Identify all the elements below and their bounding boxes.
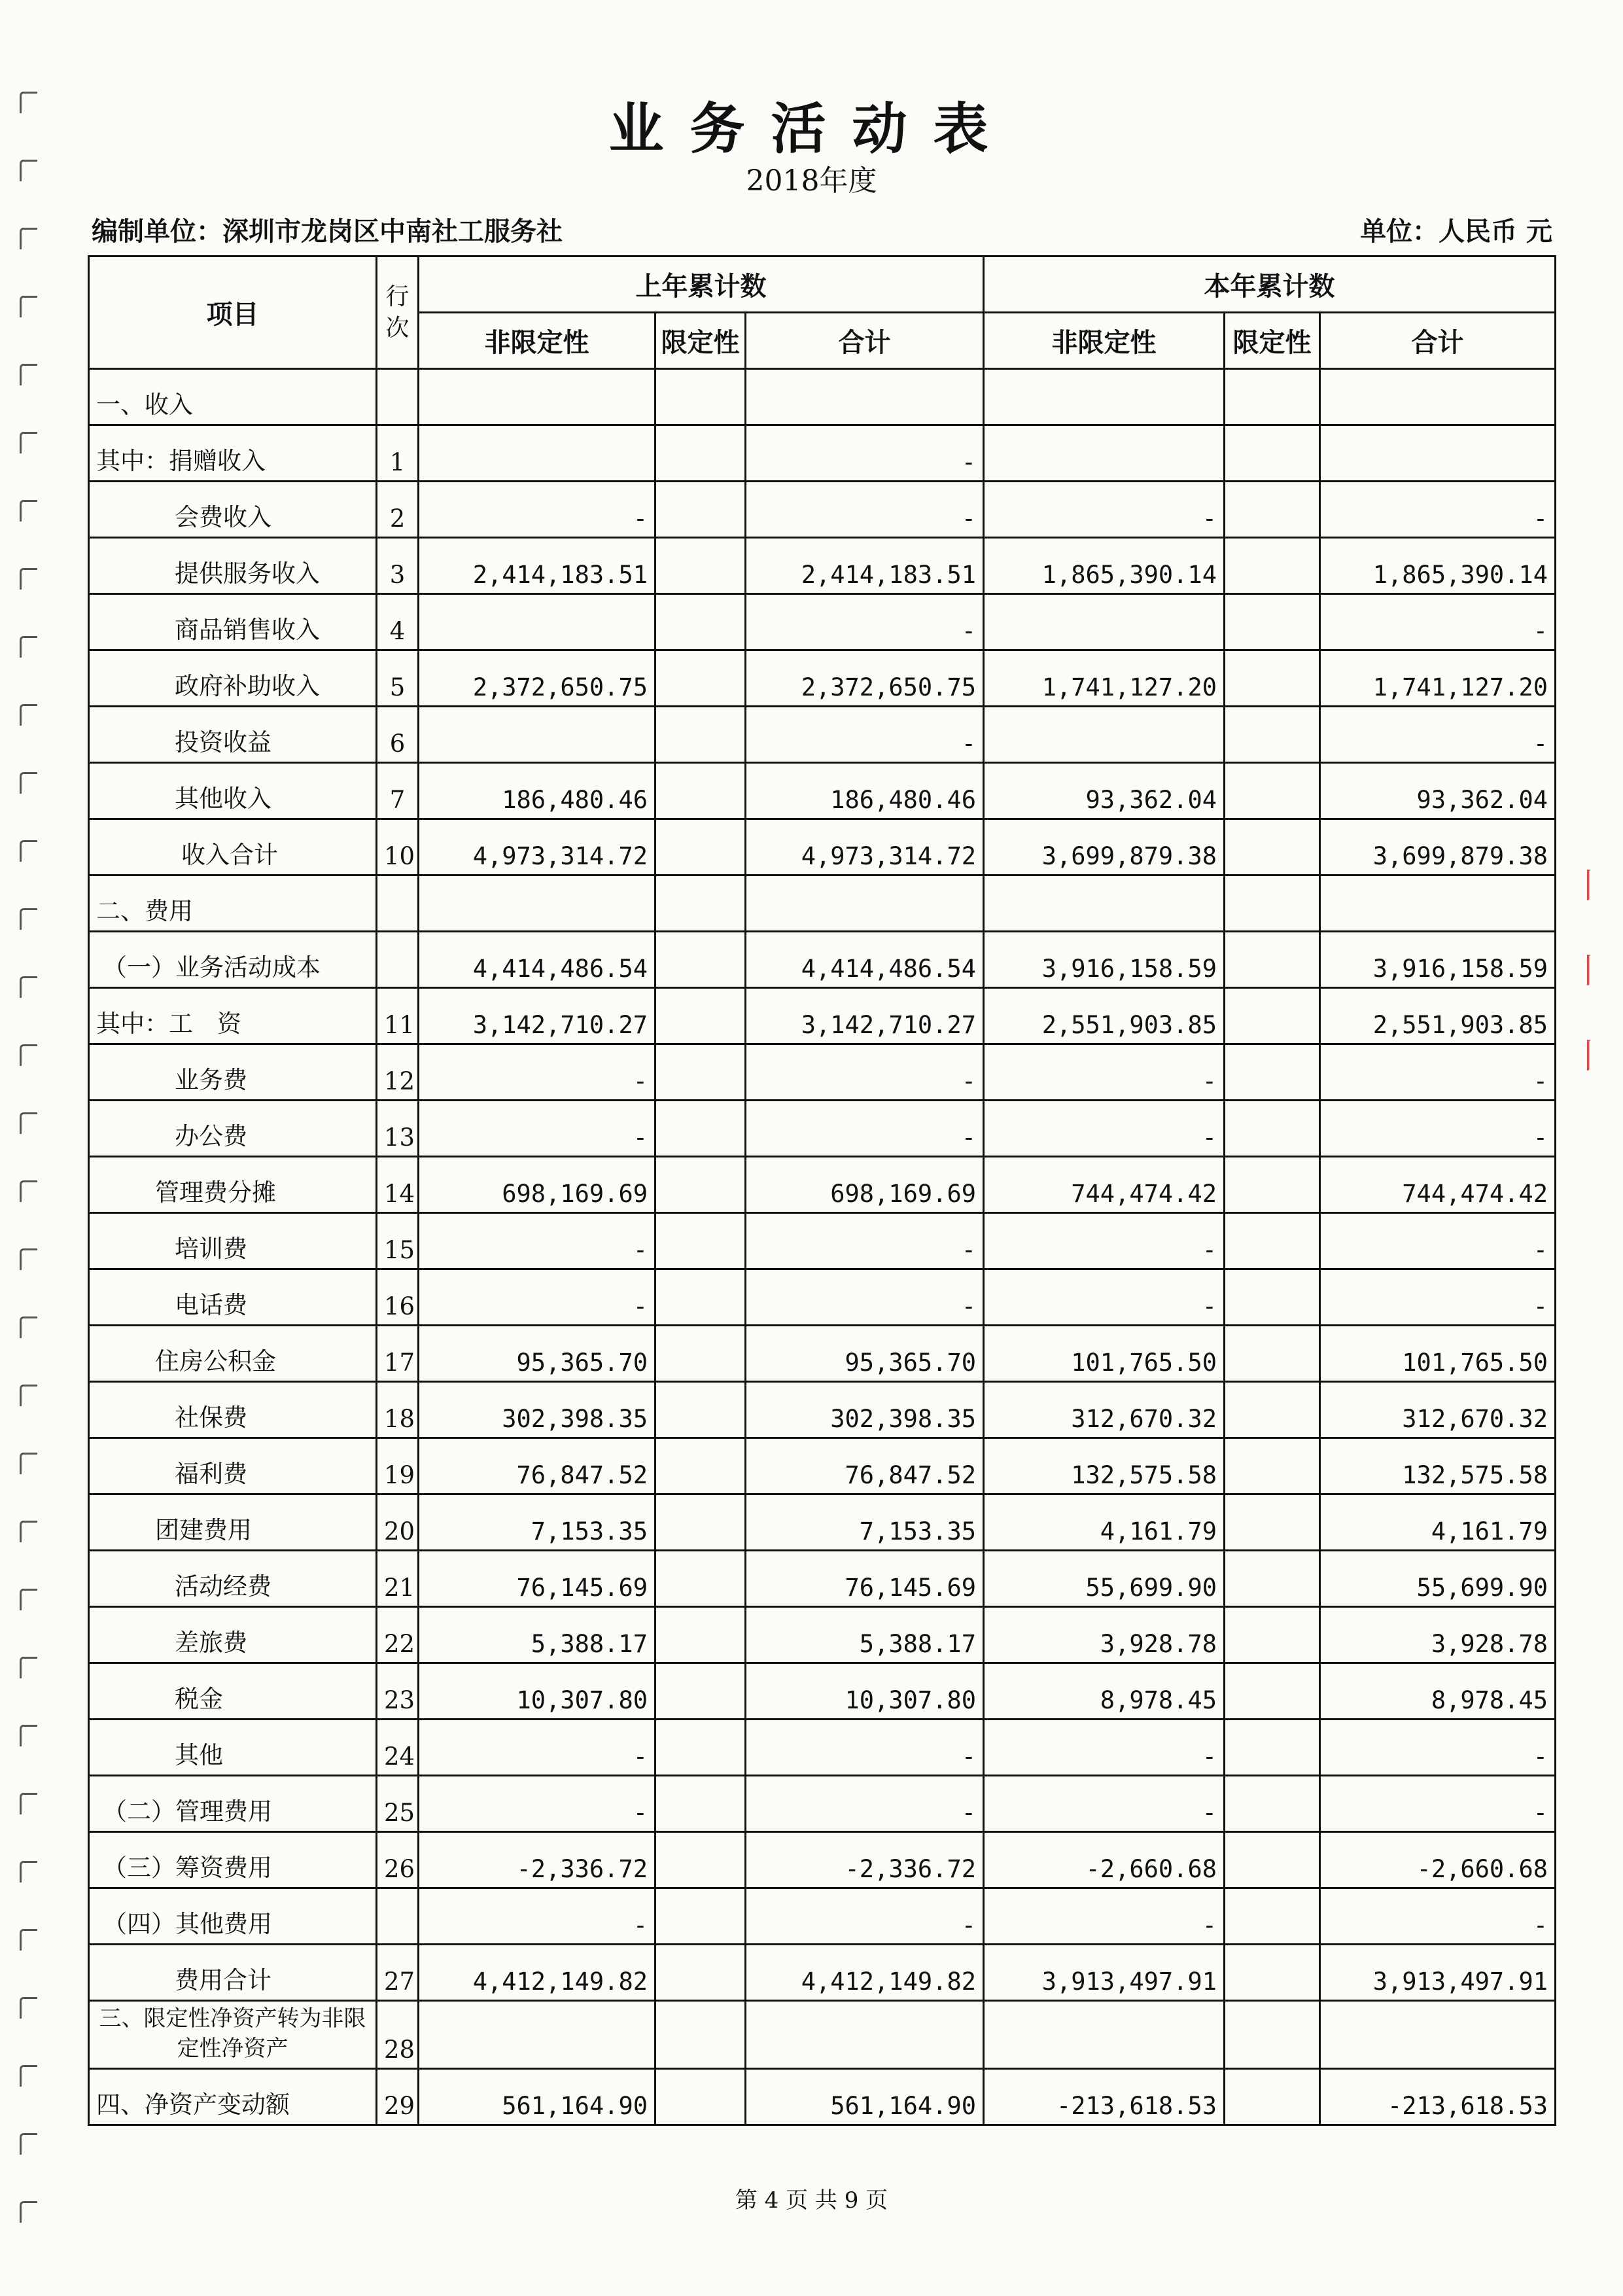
cell-pt: 7,153.35 <box>746 1494 984 1551</box>
row-line-number: 27 <box>377 1945 419 2001</box>
cell-pr <box>655 1663 746 1720</box>
report-year: 2018年度 <box>746 164 877 198</box>
cell-pu: 4,973,314.72 <box>419 819 655 875</box>
cell-pr <box>655 1776 746 1832</box>
header-item: 项目 <box>89 256 377 369</box>
table-row <box>89 1945 1556 2001</box>
cell-ct: - <box>1320 707 1556 763</box>
binding-marks <box>20 92 46 2269</box>
cell-ct: 1,741,127.20 <box>1320 650 1556 707</box>
cell-cr <box>1225 1438 1320 1494</box>
cell-pu: - <box>419 482 655 538</box>
cell-pt: - <box>746 1101 984 1157</box>
cell-pt: 2,372,650.75 <box>746 650 984 707</box>
cell-ct: 744,474.42 <box>1320 1157 1556 1213</box>
cell-ct: - <box>1320 594 1556 650</box>
cell-pr <box>655 1326 746 1382</box>
cell-ct: 3,928.78 <box>1320 1607 1556 1663</box>
cell-cu: 55,699.90 <box>984 1551 1225 1607</box>
cell-pt: - <box>746 425 984 482</box>
row-line-number: 29 <box>377 2069 419 2125</box>
cell-pu: 2,414,183.51 <box>419 538 655 594</box>
row-label: 其他 <box>89 1720 377 1776</box>
table-row <box>89 1213 1556 1269</box>
cell-pt <box>746 369 984 425</box>
row-label: 其中：工 资 <box>89 988 377 1044</box>
row-line-number: 26 <box>377 1832 419 1888</box>
table-row <box>89 538 1556 594</box>
cell-pt: 302,398.35 <box>746 1382 984 1438</box>
cell-pt: 4,414,486.54 <box>746 932 984 988</box>
cell-cu <box>984 707 1225 763</box>
table-row <box>89 1663 1556 1720</box>
row-label: 一、收入 <box>89 369 377 425</box>
cell-pu: 4,412,149.82 <box>419 1945 655 2001</box>
cell-cu <box>984 875 1225 932</box>
cell-ct: - <box>1320 1213 1556 1269</box>
cell-cr <box>1225 1607 1320 1663</box>
cell-ct: - <box>1320 1101 1556 1157</box>
cell-ct: 3,916,158.59 <box>1320 932 1556 988</box>
cell-cu: - <box>984 1044 1225 1101</box>
row-line-number: 15 <box>377 1213 419 1269</box>
cell-cr <box>1225 650 1320 707</box>
cell-pu: 95,365.70 <box>419 1326 655 1382</box>
cell-pu <box>419 875 655 932</box>
cell-cr <box>1225 988 1320 1044</box>
row-label: 二、费用 <box>89 875 377 932</box>
cell-pt: 4,412,149.82 <box>746 1945 984 2001</box>
cell-pu: 3,142,710.27 <box>419 988 655 1044</box>
cell-pu: 186,480.46 <box>419 763 655 819</box>
row-line-number: 7 <box>377 763 419 819</box>
cell-cr <box>1225 2069 1320 2125</box>
cell-pt: - <box>746 1776 984 1832</box>
row-label: （三）筹资费用 <box>89 1832 377 1888</box>
table-row <box>89 707 1556 763</box>
cell-pt <box>746 875 984 932</box>
cell-pt: 3,142,710.27 <box>746 988 984 1044</box>
cell-ct: 101,765.50 <box>1320 1326 1556 1382</box>
cell-cu: 8,978.45 <box>984 1663 1225 1720</box>
table-row <box>89 1776 1556 1832</box>
cell-cr <box>1225 369 1320 425</box>
cell-pu: 561,164.90 <box>419 2069 655 2125</box>
row-label: （四）其他费用 <box>89 1888 377 1945</box>
row-line-number: 17 <box>377 1326 419 1382</box>
cell-ct: 2,551,903.85 <box>1320 988 1556 1044</box>
cell-pr <box>655 1269 746 1326</box>
cell-pt: 76,145.69 <box>746 1551 984 1607</box>
row-line-number: 13 <box>377 1101 419 1157</box>
table-body <box>89 369 1556 2125</box>
row-line-number <box>377 369 419 425</box>
cell-cu <box>984 594 1225 650</box>
cell-cu: - <box>984 1101 1225 1157</box>
cell-pu <box>419 2001 655 2069</box>
cell-pu <box>419 369 655 425</box>
cell-cr <box>1225 1044 1320 1101</box>
cell-ct: - <box>1320 482 1556 538</box>
cell-pt: - <box>746 1044 984 1101</box>
cell-ct: 132,575.58 <box>1320 1438 1556 1494</box>
header-prev-year: 上年累计数 <box>419 256 984 313</box>
table-row <box>89 875 1556 932</box>
cell-pr <box>655 1888 746 1945</box>
cell-cu <box>984 369 1225 425</box>
row-label: 政府补助收入 <box>89 650 377 707</box>
cell-pt: 76,847.52 <box>746 1438 984 1494</box>
cell-pr <box>655 2069 746 2125</box>
cell-ct: 312,670.32 <box>1320 1382 1556 1438</box>
table-row <box>89 650 1556 707</box>
cell-ct: -2,660.68 <box>1320 1832 1556 1888</box>
cell-cu: - <box>984 482 1225 538</box>
row-label: 办公费 <box>89 1101 377 1157</box>
cell-cu: 1,741,127.20 <box>984 650 1225 707</box>
cell-cr <box>1225 763 1320 819</box>
cell-cu: 4,161.79 <box>984 1494 1225 1551</box>
row-label: 四、净资产变动额 <box>89 2069 377 2125</box>
cell-cu: - <box>984 1269 1225 1326</box>
header-prev-unrestricted: 非限定性 <box>419 313 655 369</box>
cell-cu <box>984 2001 1225 2069</box>
cell-cu: - <box>984 1888 1225 1945</box>
cell-pr <box>655 1101 746 1157</box>
row-line-number: 3 <box>377 538 419 594</box>
cell-cr <box>1225 1382 1320 1438</box>
cell-pr <box>655 707 746 763</box>
cell-pu: - <box>419 1720 655 1776</box>
cell-pt: 95,365.70 <box>746 1326 984 1382</box>
cell-pr <box>655 1607 746 1663</box>
row-label: 业务费 <box>89 1044 377 1101</box>
row-label: 其他收入 <box>89 763 377 819</box>
row-label: 管理费分摊 <box>89 1157 377 1213</box>
cell-pr <box>655 1044 746 1101</box>
table-row <box>89 2001 1556 2069</box>
cell-cu: -213,618.53 <box>984 2069 1225 2125</box>
cell-pu: 10,307.80 <box>419 1663 655 1720</box>
page-title: 业务活动表 <box>608 96 1015 161</box>
table-row <box>89 1888 1556 1945</box>
cell-pu: 76,145.69 <box>419 1551 655 1607</box>
cell-cr <box>1225 1832 1320 1888</box>
table-row <box>89 988 1556 1044</box>
row-line-number: 1 <box>377 425 419 482</box>
cell-ct: 3,699,879.38 <box>1320 819 1556 875</box>
currency-unit: 单位：人民币 元 <box>1360 216 1552 247</box>
cell-ct: - <box>1320 1888 1556 1945</box>
cell-pr <box>655 1720 746 1776</box>
row-line-number: 14 <box>377 1157 419 1213</box>
row-line-number <box>377 1888 419 1945</box>
cell-ct: 55,699.90 <box>1320 1551 1556 1607</box>
row-line-number <box>377 932 419 988</box>
table-row <box>89 819 1556 875</box>
cell-pu: - <box>419 1044 655 1101</box>
row-line-number: 5 <box>377 650 419 707</box>
cell-pt: 4,973,314.72 <box>746 819 984 875</box>
cell-pu: - <box>419 1888 655 1945</box>
row-label: 电话费 <box>89 1269 377 1326</box>
cell-pu: 698,169.69 <box>419 1157 655 1213</box>
cell-cu: 744,474.42 <box>984 1157 1225 1213</box>
row-label: 福利费 <box>89 1438 377 1494</box>
cell-pu: 5,388.17 <box>419 1607 655 1663</box>
cell-pt: - <box>746 482 984 538</box>
table-row <box>89 1438 1556 1494</box>
cell-cu: 3,913,497.91 <box>984 1945 1225 2001</box>
cell-pt: - <box>746 1269 984 1326</box>
cell-pr <box>655 1551 746 1607</box>
cell-pt: 10,307.80 <box>746 1663 984 1720</box>
row-line-number: 28 <box>377 2001 419 2069</box>
table-row <box>89 1101 1556 1157</box>
cell-pu: -2,336.72 <box>419 1832 655 1888</box>
table-row <box>89 1832 1556 1888</box>
cell-cr <box>1225 1269 1320 1326</box>
table-row <box>89 482 1556 538</box>
cell-cr <box>1225 1720 1320 1776</box>
cell-pt: 2,414,183.51 <box>746 538 984 594</box>
table-row <box>89 763 1556 819</box>
cell-cr <box>1225 594 1320 650</box>
row-label: 提供服务收入 <box>89 538 377 594</box>
row-line-number: 24 <box>377 1720 419 1776</box>
cell-cu: 1,865,390.14 <box>984 538 1225 594</box>
cell-pu <box>419 594 655 650</box>
cell-pu: - <box>419 1776 655 1832</box>
cell-pt: - <box>746 1888 984 1945</box>
header-curr-total: 合计 <box>1320 313 1556 369</box>
cell-pu <box>419 707 655 763</box>
org-name: 编制单位：深圳市龙岗区中南社工服务社 <box>92 216 563 247</box>
row-label: 会费收入 <box>89 482 377 538</box>
row-line-number: 11 <box>377 988 419 1044</box>
cell-ct <box>1320 369 1556 425</box>
cell-pu: - <box>419 1101 655 1157</box>
table-row <box>89 932 1556 988</box>
table-row <box>89 1551 1556 1607</box>
cell-ct <box>1320 875 1556 932</box>
cell-cu: 3,928.78 <box>984 1607 1225 1663</box>
row-label: 收入合计 <box>89 819 377 875</box>
cell-cu: - <box>984 1720 1225 1776</box>
cell-pu: - <box>419 1269 655 1326</box>
cell-cr <box>1225 1888 1320 1945</box>
row-line-number: 16 <box>377 1269 419 1326</box>
cell-cu: - <box>984 1213 1225 1269</box>
row-line-number: 10 <box>377 819 419 875</box>
cell-pr <box>655 819 746 875</box>
cell-cr <box>1225 1663 1320 1720</box>
cell-cr <box>1225 1326 1320 1382</box>
row-label: 差旅费 <box>89 1607 377 1663</box>
cell-cr <box>1225 1213 1320 1269</box>
row-label: 投资收益 <box>89 707 377 763</box>
row-label: 三、限定性净资产转为非限定性净资产 <box>89 2001 377 2069</box>
cell-cr <box>1225 819 1320 875</box>
row-line-number: 18 <box>377 1382 419 1438</box>
page-number: 第 4 页 共 9 页 <box>735 2187 888 2214</box>
row-label: （一）业务活动成本 <box>89 932 377 988</box>
cell-cr <box>1225 1551 1320 1607</box>
row-label: 费用合计 <box>89 1945 377 2001</box>
cell-ct: 1,865,390.14 <box>1320 538 1556 594</box>
cell-pt <box>746 2001 984 2069</box>
header-curr-unrestricted: 非限定性 <box>984 313 1225 369</box>
row-line-number: 2 <box>377 482 419 538</box>
cell-cu: 312,670.32 <box>984 1382 1225 1438</box>
cell-pr <box>655 482 746 538</box>
cell-cu: 101,765.50 <box>984 1326 1225 1382</box>
row-line-number: 25 <box>377 1776 419 1832</box>
row-label: 社保费 <box>89 1382 377 1438</box>
cell-ct: 93,362.04 <box>1320 763 1556 819</box>
cell-pu <box>419 425 655 482</box>
cell-cr <box>1225 482 1320 538</box>
cell-pt: - <box>746 1213 984 1269</box>
activity-table <box>88 255 1556 2126</box>
cell-pu: - <box>419 1213 655 1269</box>
cell-pt: 5,388.17 <box>746 1607 984 1663</box>
row-line-number: 23 <box>377 1663 419 1720</box>
header-prev-restricted: 限定性 <box>655 313 746 369</box>
cell-cu: 3,916,158.59 <box>984 932 1225 988</box>
cell-cr <box>1225 538 1320 594</box>
cell-pr <box>655 932 746 988</box>
table-row <box>89 2069 1556 2125</box>
cell-pt: 186,480.46 <box>746 763 984 819</box>
cell-cr <box>1225 2001 1320 2069</box>
table-row <box>89 1382 1556 1438</box>
row-label: 商品销售收入 <box>89 594 377 650</box>
cell-pr <box>655 988 746 1044</box>
cell-pt: - <box>746 1720 984 1776</box>
cell-cr <box>1225 707 1320 763</box>
table-row <box>89 1607 1556 1663</box>
cell-pr <box>655 1213 746 1269</box>
cell-pr <box>655 1945 746 2001</box>
cell-cu: 132,575.58 <box>984 1438 1225 1494</box>
cell-ct: 4,161.79 <box>1320 1494 1556 1551</box>
cell-ct: 3,913,497.91 <box>1320 1945 1556 2001</box>
cell-ct: - <box>1320 1720 1556 1776</box>
cell-pr <box>655 1494 746 1551</box>
cell-pr <box>655 763 746 819</box>
cell-cr <box>1225 1776 1320 1832</box>
cell-pr <box>655 2001 746 2069</box>
cell-pr <box>655 875 746 932</box>
cell-pu: 4,414,486.54 <box>419 932 655 988</box>
row-label: 其中：捐赠收入 <box>89 425 377 482</box>
table-row <box>89 1720 1556 1776</box>
row-line-number: 12 <box>377 1044 419 1101</box>
table-row <box>89 1044 1556 1101</box>
cell-ct: - <box>1320 1776 1556 1832</box>
cell-cu: 2,551,903.85 <box>984 988 1225 1044</box>
header-curr-year: 本年累计数 <box>984 256 1556 313</box>
cell-pu: 7,153.35 <box>419 1494 655 1551</box>
row-line-number: 19 <box>377 1438 419 1494</box>
cell-cu: - <box>984 1776 1225 1832</box>
cell-cr <box>1225 932 1320 988</box>
cell-cu: 93,362.04 <box>984 763 1225 819</box>
header-curr-restricted: 限定性 <box>1225 313 1320 369</box>
cell-pr <box>655 538 746 594</box>
header-line: 行次 <box>377 256 419 369</box>
red-stamp-mark: 丨 丨 丨 <box>1571 867 1606 1076</box>
table-row <box>89 1494 1556 1551</box>
cell-pt: - <box>746 707 984 763</box>
cell-ct: - <box>1320 1044 1556 1101</box>
cell-pr <box>655 650 746 707</box>
cell-pt: -2,336.72 <box>746 1832 984 1888</box>
cell-cu: 3,699,879.38 <box>984 819 1225 875</box>
row-label: 住房公积金 <box>89 1326 377 1382</box>
row-label: 培训费 <box>89 1213 377 1269</box>
row-label: （二）管理费用 <box>89 1776 377 1832</box>
table-row <box>89 1157 1556 1213</box>
cell-cr <box>1225 875 1320 932</box>
cell-pu: 76,847.52 <box>419 1438 655 1494</box>
cell-ct: - <box>1320 1269 1556 1326</box>
cell-cr <box>1225 1101 1320 1157</box>
cell-ct <box>1320 425 1556 482</box>
cell-pr <box>655 1438 746 1494</box>
cell-cr <box>1225 425 1320 482</box>
table-row <box>89 594 1556 650</box>
row-label: 税金 <box>89 1663 377 1720</box>
table-row <box>89 1269 1556 1326</box>
table-row <box>89 369 1556 425</box>
cell-pt: 698,169.69 <box>746 1157 984 1213</box>
cell-ct <box>1320 2001 1556 2069</box>
row-label: 团建费用 <box>89 1494 377 1551</box>
row-line-number: 20 <box>377 1494 419 1551</box>
cell-pr <box>655 1832 746 1888</box>
table-row <box>89 425 1556 482</box>
row-line-number: 6 <box>377 707 419 763</box>
cell-pr <box>655 1382 746 1438</box>
row-line-number: 4 <box>377 594 419 650</box>
cell-cr <box>1225 1157 1320 1213</box>
cell-pr <box>655 425 746 482</box>
cell-pr <box>655 1157 746 1213</box>
row-label: 活动经费 <box>89 1551 377 1607</box>
cell-pt: - <box>746 594 984 650</box>
cell-pt: 561,164.90 <box>746 2069 984 2125</box>
header-prev-total: 合计 <box>746 313 984 369</box>
cell-cu: -2,660.68 <box>984 1832 1225 1888</box>
cell-ct: 8,978.45 <box>1320 1663 1556 1720</box>
cell-pu: 302,398.35 <box>419 1382 655 1438</box>
cell-pu: 2,372,650.75 <box>419 650 655 707</box>
cell-cr <box>1225 1945 1320 2001</box>
row-line-number <box>377 875 419 932</box>
cell-cr <box>1225 1494 1320 1551</box>
cell-pr <box>655 369 746 425</box>
cell-ct: -213,618.53 <box>1320 2069 1556 2125</box>
row-line-number: 21 <box>377 1551 419 1607</box>
cell-cu <box>984 425 1225 482</box>
row-line-number: 22 <box>377 1607 419 1663</box>
cell-pr <box>655 594 746 650</box>
table-row <box>89 1326 1556 1382</box>
